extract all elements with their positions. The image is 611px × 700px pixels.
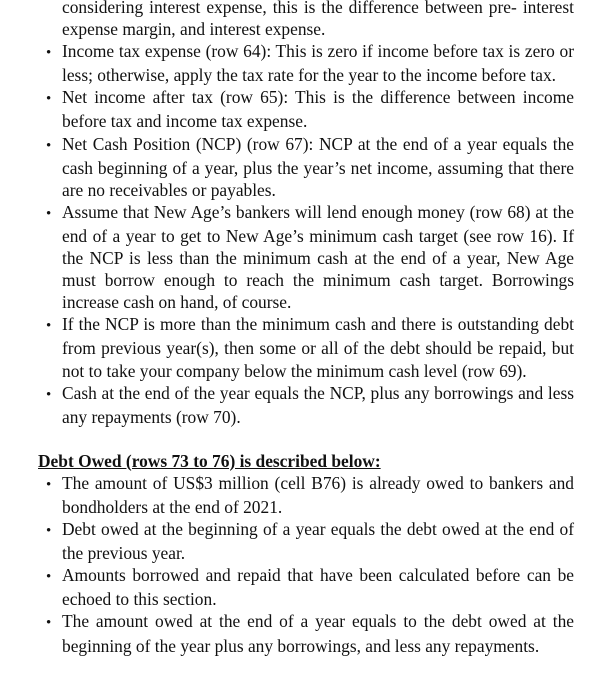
list-item-text: Assume that New Age’s bankers will lend enough money (row 68) at the end of a year to get to New Age’s minimum cash target (see row 16). If the NCP is less than the minimum cash at the end of a year, New Age must borrow enough to reach the minimum cash target. Borrowings increase cash on hand, of course. bbox=[62, 201, 574, 313]
bullet-list-calculations bbox=[0, 40, 611, 428]
section-heading-debt-owed: Debt Owed (rows 73 to 76) is described below: bbox=[38, 450, 381, 471]
list-item bbox=[0, 564, 611, 610]
bullet-icon: • bbox=[46, 205, 52, 222]
list-item-text: Debt owed at the beginning of a year equals the debt owed at the end of the previous year. bbox=[62, 519, 574, 564]
bullet-icon: • bbox=[46, 615, 52, 632]
intro-line-2: interest expense margin, and interest expense. bbox=[62, 0, 574, 40]
bullet-icon: • bbox=[46, 137, 52, 154]
list-item bbox=[0, 201, 611, 313]
list-item bbox=[0, 40, 611, 86]
list-item bbox=[0, 610, 611, 656]
list-item-text: Amounts borrowed and repaid that have been calculated before can be echoed to this section. bbox=[62, 565, 574, 610]
intro-continuation bbox=[0, 0, 611, 40]
bullet-icon: • bbox=[46, 476, 52, 493]
list-item-text: The amount of US$3 million (cell B76) is already owed to bankers and bondholders at the end of 2021. bbox=[62, 472, 574, 517]
bullet-icon: • bbox=[46, 569, 52, 586]
list-item bbox=[0, 472, 611, 518]
bullet-list-debt bbox=[0, 472, 611, 657]
intro-line-1: considering interest expense, this is the difference between pre- bbox=[62, 0, 517, 17]
bullet-icon: • bbox=[46, 318, 52, 335]
list-item bbox=[0, 382, 611, 428]
list-item-text: Net Cash Position (NCP) (row 67): NCP at the end of a year equals the cash beginning of a year, plus the year’s net income, assuming that there are no receivables or payables. bbox=[62, 133, 574, 200]
bullet-icon: • bbox=[46, 91, 52, 108]
list-item bbox=[0, 86, 611, 132]
list-item bbox=[0, 518, 611, 564]
list-item bbox=[0, 313, 611, 381]
list-item-text: Income tax expense (row 64): This is zero if income before tax is zero or less; otherwise, apply the tax rate for the year to the income before tax. bbox=[62, 41, 574, 86]
list-item-text: If the NCP is more than the minimum cash and there is outstanding debt from previous year(s), then some or all of the debt should be repaid, but not to take your company below the minimum cash level (row 69). bbox=[62, 314, 574, 381]
bullet-icon: • bbox=[46, 386, 52, 403]
list-item-text: The amount owed at the end of a year equals to the debt owed at the beginning of the year plus any borrowings, and less any repayments. bbox=[62, 611, 574, 656]
list-item-text: Cash at the end of the year equals the NCP, plus any borrowings and less any repayments (row 70). bbox=[62, 382, 574, 427]
bullet-icon: • bbox=[46, 45, 52, 62]
list-item bbox=[0, 133, 611, 201]
list-item-text: Net income after tax (row 65): This is the difference between income before tax and income tax expense. bbox=[62, 87, 574, 132]
bullet-icon: • bbox=[46, 523, 52, 540]
